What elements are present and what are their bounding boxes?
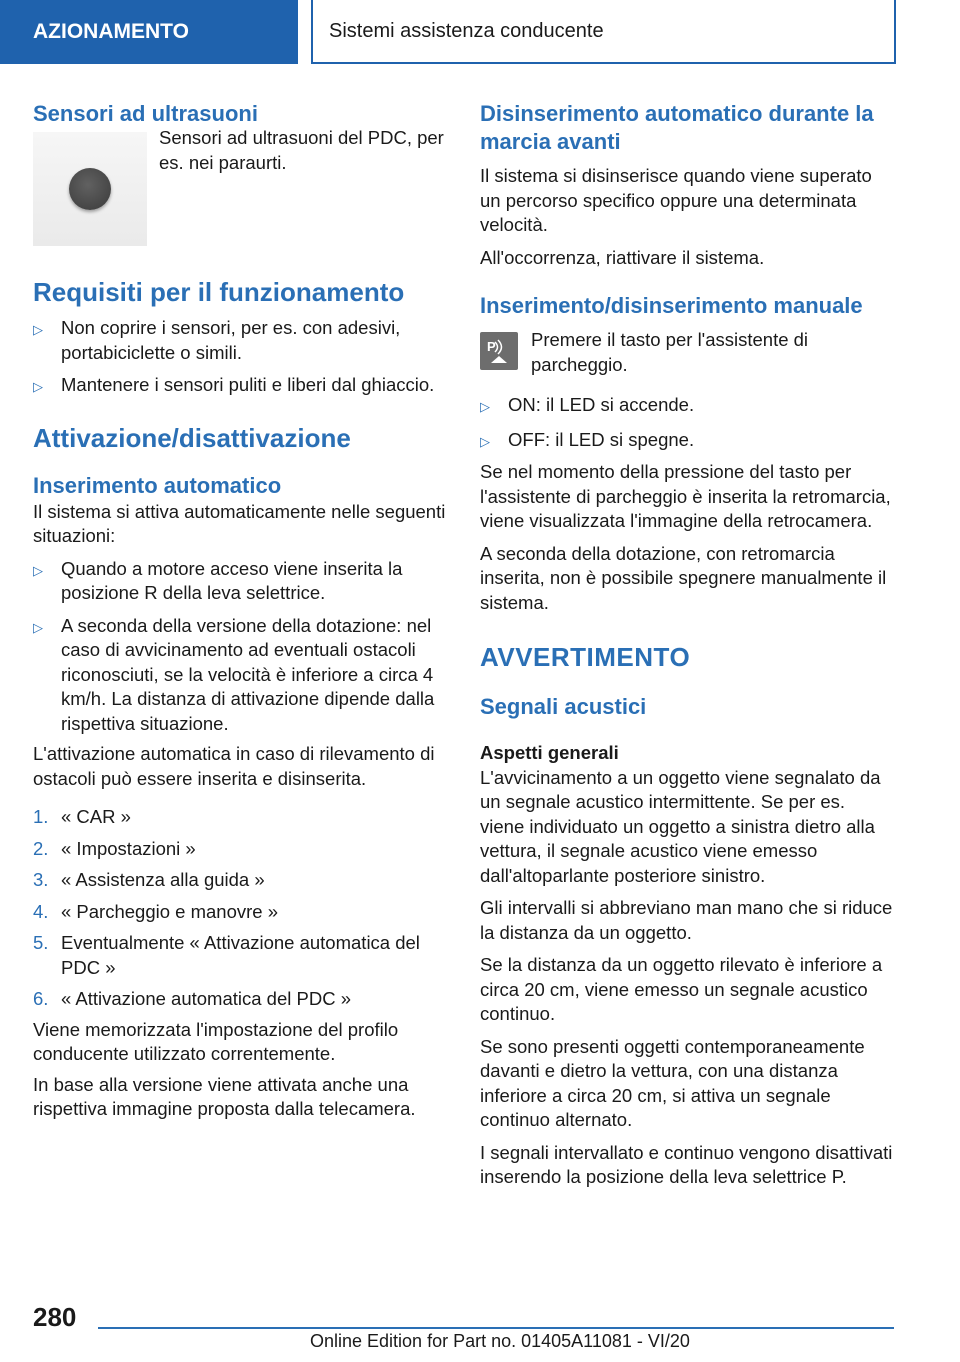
list-item: ▷ OFF: il LED si spegne. <box>480 428 894 455</box>
left-column <box>33 100 447 1122</box>
activation-heading: Attivazione/disattivazione <box>33 422 351 453</box>
sensors-heading: Sensori ad ultrasuoni <box>33 101 258 126</box>
bullet-triangle-icon: ▷ <box>33 379 43 394</box>
step-item: 1. « CAR » <box>33 806 131 827</box>
list-item: ▷ Quando a motore acceso viene inserita la posizione R della leva selettrice. <box>33 557 447 606</box>
bullet-triangle-icon: ▷ <box>33 322 43 337</box>
reverse-gear-note: Se nel momento della pressione del tasto per l'assistente di parcheggio è inserita la retromarcia, viene visualizzata l'immagine della retrocamera. <box>480 461 891 531</box>
ultrasonic-sensor-icon <box>69 168 111 210</box>
general-heading: Aspetti generali <box>480 742 619 763</box>
signals-heading: Segnali acustici <box>480 694 647 719</box>
signals-text-1: L'avvicinamento a un oggetto viene segnalato da un segnale acustico intermittente. Se per es. viene individuato un oggetto a sinistra dietro alla vettura, il segnale acustico viene emesso dall'altoparlante posteriore sinistro. <box>480 766 881 886</box>
manual-figure <box>480 329 894 377</box>
requirements-list <box>33 316 447 400</box>
auto-off-heading: Disinserimento automatico durante la marcia avanti <box>480 101 874 154</box>
bullet-triangle-icon: ▷ <box>480 433 490 449</box>
step-item: 6. « Attivazione automatica del PDC » <box>33 988 351 1009</box>
signals-text-3: Se la distanza da un oggetto rilevato è inferiore a circa 20 cm, viene emesso un segnale acustico continuo. <box>480 954 883 1024</box>
list-item: ▷ Non coprire i sensori, per es. con adesivi, portabiciclette o simili. <box>33 316 447 365</box>
list-item: ▷ ON: il LED si accende. <box>480 393 894 420</box>
chapter-tab <box>311 0 896 64</box>
auto-intro: Il sistema si attiva automaticamente nelle seguenti situazioni: <box>33 500 446 546</box>
bullet-triangle-icon: ▷ <box>33 619 43 635</box>
manual-caption: Premere il tasto per l'assistente di parcheggio. <box>531 329 809 375</box>
section-title: AZIONAMENTO <box>33 20 189 43</box>
auto-list <box>33 557 447 737</box>
camera-note: In base alla versione viene attivata anche una rispettiva immagine proposta dalla telecamera. <box>33 1073 416 1119</box>
sensor-figure <box>33 127 447 246</box>
edition-text: Online Edition for Part no. 01405A11081 - VI/20 <box>310 1331 690 1351</box>
auto-note: L'attivazione automatica in caso di rilevamento di ostacoli può essere inserita e disinserita. <box>33 743 435 789</box>
warning-heading: AVVERTIMENTO <box>480 642 691 672</box>
bullet-triangle-icon: ▷ <box>480 399 490 414</box>
signals-text-5: I segnali intervallato e continuo vengono disattivati inserendo la posizione della leva selettrice P. <box>480 1141 893 1187</box>
signals-text-4: Se sono presenti oggetti contemporaneamente davanti e dietro la vettura, con una distanza inferiore a circa 20 cm, si attiva un segnale continuo alternato. <box>480 1035 865 1130</box>
step-item: 3. « Assistenza alla guida » <box>33 869 265 890</box>
step-item: 5. Eventualmente « Attivazione automatica del PDC » <box>33 932 420 978</box>
auto-activation-heading: Inserimento automatico <box>33 472 282 498</box>
requirements-heading: Requisiti per il funzionamento <box>33 277 405 307</box>
sensors-caption: Sensori ad ultrasuoni del PDC, per es. nei paraurti. <box>159 127 444 173</box>
profile-note: Viene memorizzata l'impostazione del profilo conducente utilizzato correntemente. <box>33 1018 399 1064</box>
equipment-note: A seconda della dotazione, con retromarcia inserita, non è possibile spegnere manualmente il sistema. <box>480 542 887 613</box>
section-tab <box>0 0 298 64</box>
manual-heading: Inserimento/disinserimento manuale <box>480 293 863 318</box>
steps-list <box>33 805 447 1012</box>
list-item: ▷ Mantenere i sensori puliti e liberi dal ghiaccio. <box>33 373 447 400</box>
page-number: 280 <box>33 1302 77 1332</box>
footer-divider <box>98 1327 894 1329</box>
list-item: ▷ A seconda della versione della dotazione: nel caso di avvicinamento ad eventuali ostacoli riconosciuti, se la velocità è inferiore a circa 4 km/h. La distanza di attivazione dipende dalla rispettiva situazione. <box>33 614 447 737</box>
auto-off-text: Il sistema si disinserisce quando viene superato un percorso specifico oppure una determinata velocità. <box>480 165 872 235</box>
step-item: 4. « Parcheggio e manovre » <box>33 900 278 922</box>
auto-off-hint: All'occorrenza, riattivare il sistema. <box>480 246 765 268</box>
bullet-triangle-icon: ▷ <box>33 562 43 578</box>
signals-text-2: Gli intervalli si abbreviano man mano che si riduce la distanza da un oggetto. <box>480 897 893 943</box>
parking-assistant-button-icon <box>480 332 518 370</box>
chapter-title: Sistemi assistenza conducente <box>329 19 604 42</box>
manual-list <box>480 393 894 454</box>
sensor-image <box>33 132 147 246</box>
svg-text:P: P <box>487 339 496 354</box>
step-item: 2. « Impostazioni » <box>33 837 196 859</box>
right-column <box>480 100 894 1190</box>
